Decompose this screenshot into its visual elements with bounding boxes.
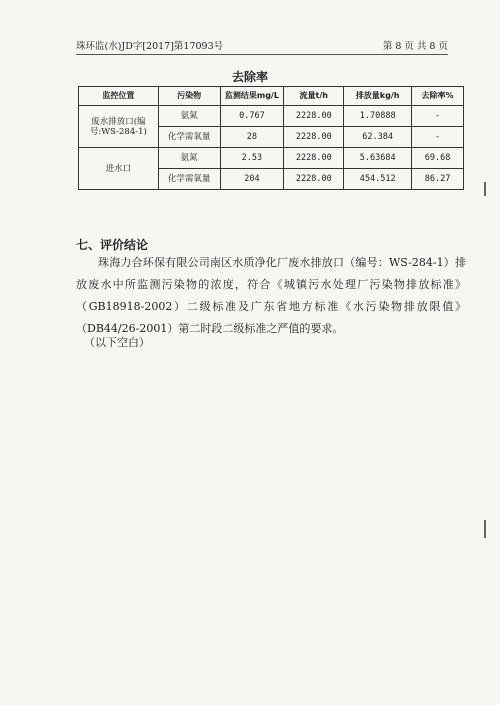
scan-edge-mark (484, 182, 486, 196)
flow-cell: 2228.00 (284, 127, 344, 148)
discharge-cell: 5.63684 (344, 148, 412, 169)
discharge-cell: 454.512 (344, 169, 412, 190)
page-info: 第 8 页 共 8 页 (382, 41, 448, 52)
removal-cell: - (412, 106, 464, 127)
table-row (79, 106, 464, 127)
section-title: 去除率 (231, 70, 268, 84)
header-flow: 流量t/h (284, 87, 344, 106)
table-row (79, 148, 464, 169)
pollutant-cell: 氨氮 (158, 148, 220, 169)
flow-cell: 2228.00 (284, 106, 344, 127)
header-removal: 去除率% (412, 87, 464, 106)
scan-edge-mark (484, 520, 486, 538)
blank-note: （以下空白） (84, 336, 150, 349)
conclusion-title: 七、评价结论 (76, 238, 149, 252)
result-cell: 2.53 (220, 148, 284, 169)
removal-cell: 86.27 (412, 169, 464, 190)
header-location: 监控位置 (79, 87, 159, 106)
pollutant-cell: 氨氮 (158, 106, 220, 127)
pollutant-cell: 化学需氧量 (158, 169, 220, 190)
removal-rate-table (78, 86, 464, 190)
table-header-row (79, 87, 464, 106)
removal-cell: - (412, 127, 464, 148)
discharge-cell: 62.384 (344, 127, 412, 148)
header-pollutant: 污染物 (158, 87, 220, 106)
pollutant-cell: 化学需氧量 (158, 127, 220, 148)
removal-cell: 69.68 (412, 148, 464, 169)
result-cell: 0.767 (220, 106, 284, 127)
header-result: 监测结果mg/L (220, 87, 284, 106)
discharge-cell: 1.70888 (344, 106, 412, 127)
location-cell: 进水口 (79, 148, 159, 190)
conclusion-paragraph: 珠海力合环保有限公司南区水质净化厂废水排放口（编号：WS-284-1）排放废水中所监测污染物的浓度，符合《城镇污水处理厂污染物排放标准》（GB18918-2002）二级标准及广东省地方标准《水污染物排放限值》（DB44/26-2001）第二时段二级标准之严值的要求。 (76, 256, 466, 335)
result-cell: 28 (220, 127, 284, 148)
page-header (76, 38, 448, 55)
doc-number: 珠环监(水)JD字[2017]第17093号 (76, 41, 224, 52)
header-discharge: 排放量kg/h (344, 87, 412, 106)
location-cell: 废水排放口(编号:WS-284-1) (79, 106, 159, 148)
flow-cell: 2228.00 (284, 148, 344, 169)
flow-cell: 2228.00 (284, 169, 344, 190)
result-cell: 204 (220, 169, 284, 190)
